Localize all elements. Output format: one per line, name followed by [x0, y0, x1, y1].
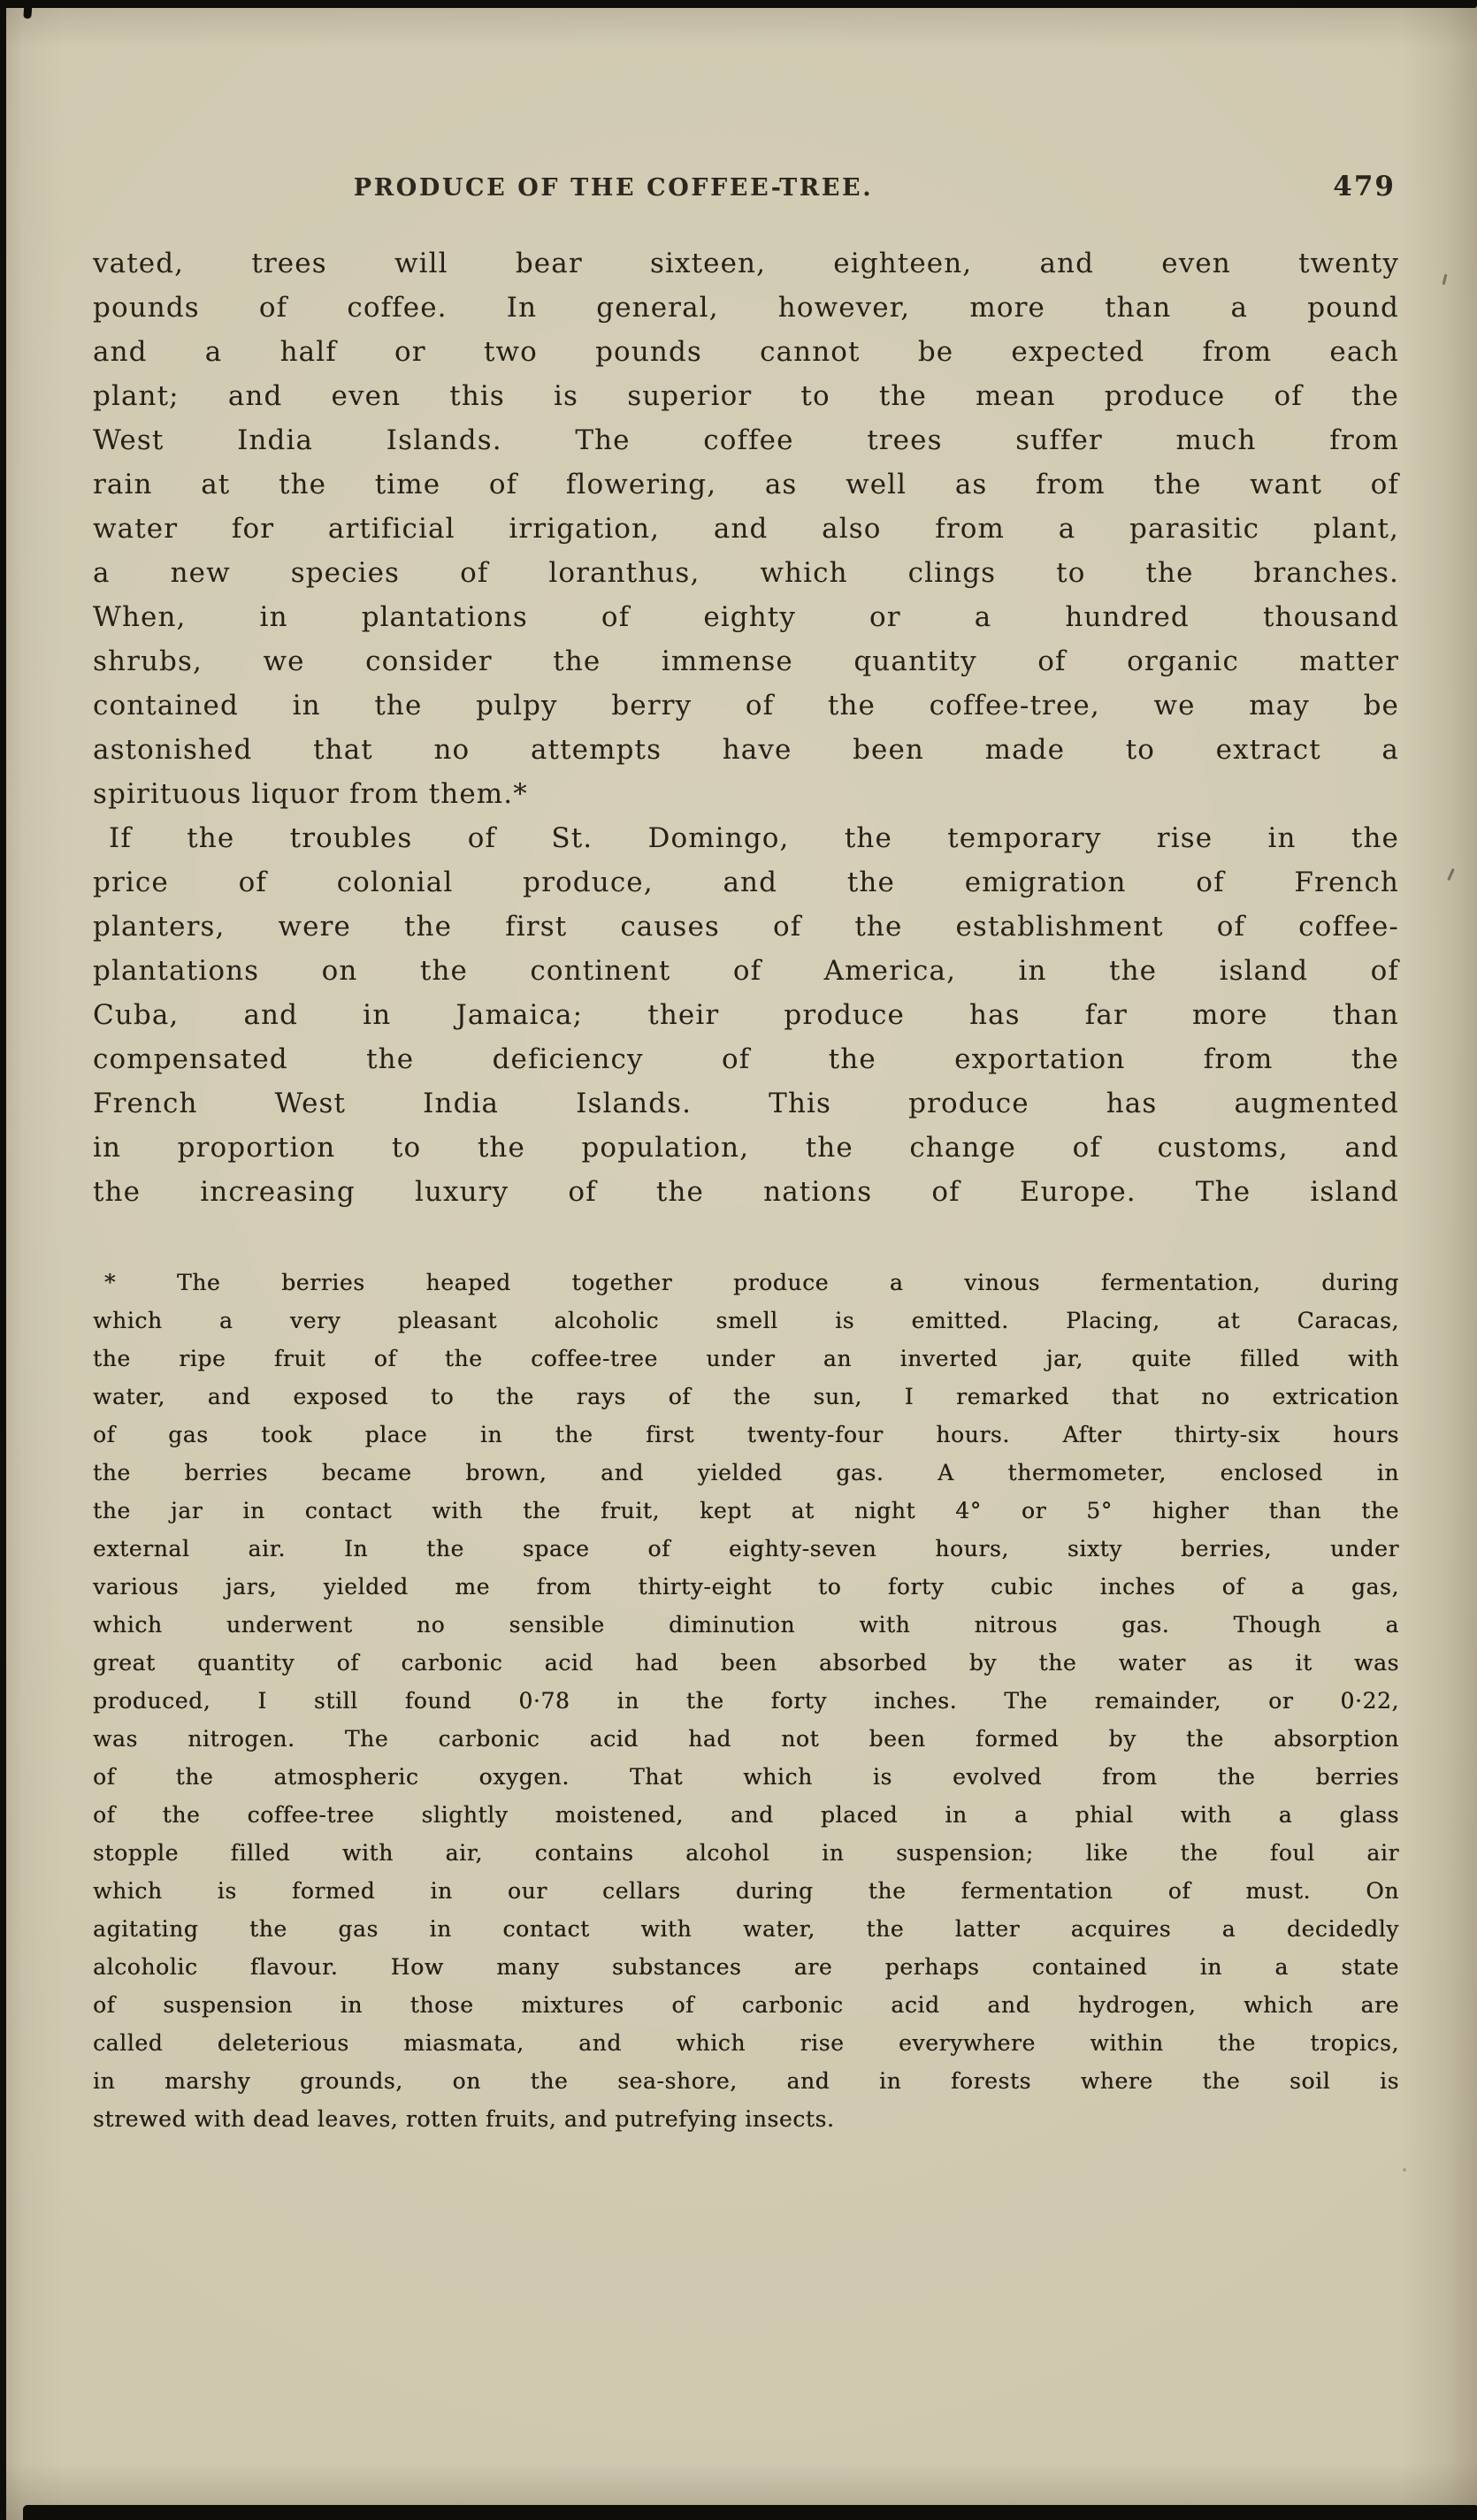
text-line: rain at the time of flowering, as well as from the want of: [93, 469, 1399, 500]
text-line: West India Islands. The coffee trees suffer much from: [93, 424, 1399, 456]
text-line: compensated the deficiency of the exportation from the: [93, 1043, 1399, 1075]
page-content: [93, 171, 1399, 2138]
text-line: which underwent no sensible diminution with nitrous gas. Though a: [93, 1612, 1399, 1638]
text-line: external air. In the space of eighty-seven hours, sixty berries, under: [93, 1536, 1399, 1562]
text-line: stopple filled with air, contains alcohol in suspension; like the foul air: [93, 1840, 1399, 1866]
text-line: of suspension in those mixtures of carbonic acid and hydrogen, which are: [93, 1992, 1399, 2018]
text-line: great quantity of carbonic acid had been absorbed by the water as it was: [93, 1650, 1399, 1676]
text-line: was nitrogen. The carbonic acid had not been formed by the absorption: [93, 1726, 1399, 1752]
text-line: of the atmospheric oxygen. That which is evolved from the berries: [93, 1764, 1399, 1790]
text-line: water, and exposed to the rays of the sun, I remarked that no extrication: [93, 1384, 1399, 1409]
text-line: Cuba, and in Jamaica; their produce has far more than: [93, 999, 1399, 1031]
text-line: pounds of coffee. In general, however, more than a pound: [93, 292, 1399, 324]
main-text: [93, 241, 1399, 1214]
text-line: plantations on the continent of America, in the island of: [93, 955, 1399, 987]
text-line: in marshy grounds, on the sea-shore, and in forests where the soil is: [93, 2068, 1399, 2094]
text-line: and a half or two pounds cannot be expected from each: [93, 336, 1399, 368]
running-header: [93, 171, 1399, 210]
text-line: planters, were the first causes of the establishment of coffee-: [93, 911, 1399, 943]
running-title: PRODUCE OF THE COFFEE-TREE.: [353, 174, 874, 202]
text-line: the berries became brown, and yielded gas. A thermometer, enclosed in: [93, 1460, 1399, 1485]
text-line: vated, trees will bear sixteen, eighteen, and even twenty: [93, 248, 1399, 279]
scan-edge-top: [0, 0, 1477, 8]
text-line: If the troubles of St. Domingo, the temporary rise in the: [109, 822, 1399, 854]
text-line: in proportion to the population, the change of customs, and: [93, 1132, 1399, 1164]
footnote: [93, 1264, 1399, 2138]
text-line: the increasing luxury of the nations of Europe. The island: [93, 1176, 1399, 1208]
text-line: called deleterious miasmata, and which rise everywhere within the tropics,: [93, 2030, 1399, 2056]
text-line: French West India Islands. This produce has augmented: [93, 1088, 1399, 1119]
text-line: * The berries heaped together produce a vinous fermentation, during: [104, 1270, 1399, 1295]
text-line: of gas took place in the first twenty-four hours. After thirty-six hours: [93, 1422, 1399, 1447]
text-line: of the coffee-tree slightly moistened, and placed in a phial with a glass: [93, 1802, 1399, 1828]
text-line: which a very pleasant alcoholic smell is emitted. Placing, at Caracas,: [93, 1308, 1399, 1333]
text-line: spirituous liquor from them.*: [93, 778, 528, 810]
scan-edge-left: [0, 0, 6, 2520]
scan-speck: [1403, 2168, 1406, 2172]
text-line: plant; and even this is superior to the mean produce of the: [93, 380, 1399, 412]
page-number: 479: [1333, 171, 1396, 202]
text-line: alcoholic flavour. How many substances are perhaps contained in a state: [93, 1954, 1399, 1980]
text-line: strewed with dead leaves, rotten fruits, and putrefying insects.: [93, 2106, 835, 2132]
text-line: the ripe fruit of the coffee-tree under an inverted jar, quite filled with: [93, 1346, 1399, 1371]
text-line: water for artificial irrigation, and also from a parasitic plant,: [93, 513, 1399, 545]
text-line: price of colonial produce, and the emigration of French: [93, 867, 1399, 898]
scan-speck: [1443, 274, 1448, 285]
text-line: a new species of loranthus, which clings to the branches.: [93, 557, 1399, 589]
paragraph: [93, 816, 1399, 1214]
text-line: astonished that no attempts have been made to extract a: [93, 734, 1399, 766]
scan-mark-top-left: [23, 0, 32, 19]
text-line: the jar in contact with the fruit, kept at night 4° or 5° higher than the: [93, 1498, 1399, 1523]
scan-speck: [1447, 868, 1454, 881]
text-line: contained in the pulpy berry of the coffee-tree, we may be: [93, 690, 1399, 722]
text-line: shrubs, we consider the immense quantity of organic matter: [93, 645, 1399, 677]
text-line: various jars, yielded me from thirty-eight to forty cubic inches of a gas,: [93, 1574, 1399, 1600]
paragraph-continued: [93, 241, 1399, 816]
text-line: produced, I still found 0·78 in the forty inches. The remainder, or 0·22,: [93, 1688, 1399, 1714]
scan-edge-bottom: [23, 2505, 1477, 2520]
text-line: When, in plantations of eighty or a hundred thousand: [93, 601, 1399, 633]
text-line: which is formed in our cellars during the fermentation of must. On: [93, 1878, 1399, 1904]
text-line: agitating the gas in contact with water, the latter acquires a decidedly: [93, 1916, 1399, 1942]
